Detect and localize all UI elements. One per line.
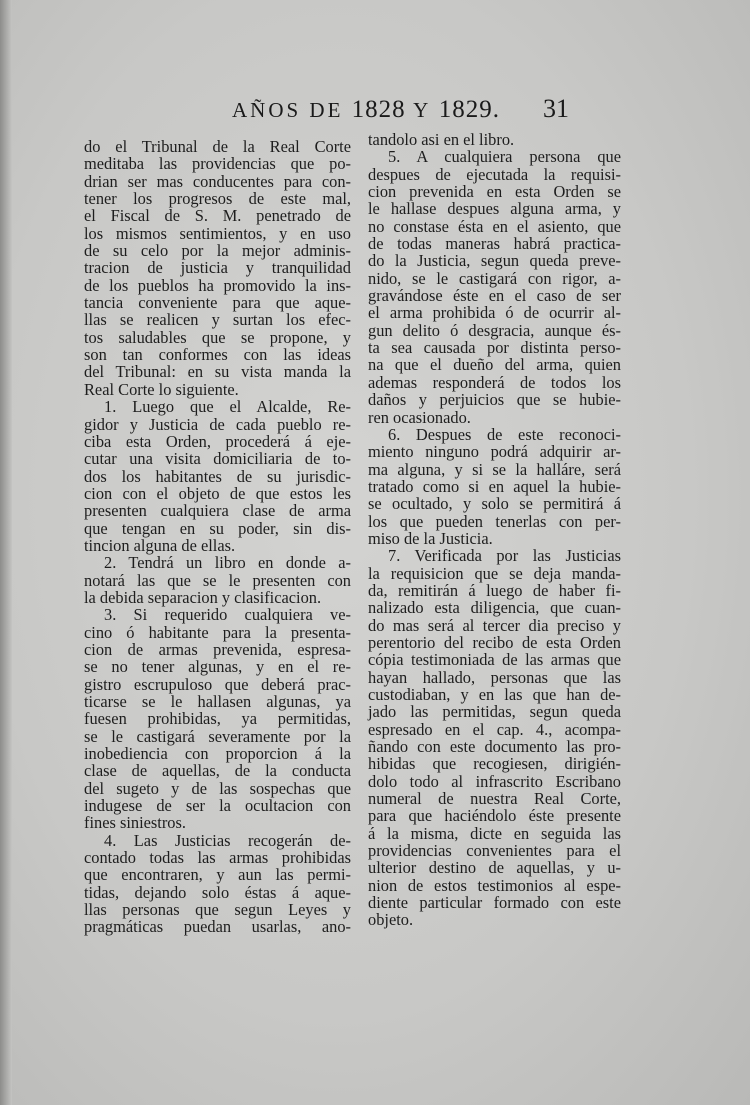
text-line: del Tribunal: en su vista manda la [84, 362, 351, 382]
text-line: objeto. [368, 910, 414, 930]
text-line: inobediencia con proporcion á la [84, 744, 351, 764]
left-text-column [84, 138, 351, 936]
text-line: cino ó habitante para la presenta- [84, 622, 351, 642]
text-line: tracion de justicia y tranquilidad [84, 258, 351, 278]
text-line: que tengan en su poder, sin dis- [84, 518, 351, 538]
text-line: ciba esta Orden, procederá á eje- [84, 431, 351, 451]
text-line: ren ocasionado. [368, 407, 471, 427]
text-line: 3. Si requerido cualquiera ve- [104, 605, 351, 625]
text-line: tener los progresos de este mal, [84, 189, 351, 209]
text-line: son tan conformes con las ideas [84, 345, 351, 365]
text-line: providencias convenientes para el [368, 841, 621, 861]
text-line: cópia testimoniada de las armas que [368, 650, 621, 670]
text-line: 5. A cualquiera persona que [388, 147, 621, 167]
text-line: ta sea causada por distinta perso- [368, 338, 621, 358]
text-line: gistro escrupuloso que deberá prac- [84, 674, 351, 694]
text-line: do mas será al tercer dia preciso y [368, 615, 621, 635]
text-line: para que haciéndolo éste presente [368, 806, 621, 826]
text-line: el arma prohibida ó de ocurrir al- [368, 303, 621, 323]
right-text-column [368, 131, 621, 929]
text-line: á la misma, dicte en seguida las [368, 823, 621, 843]
text-line: llas personas que segun Leyes y [84, 900, 351, 920]
text-line: nalizado esta diligencia, que cuan- [368, 598, 621, 618]
text-line: miento ninguno podrá adquirir ar- [368, 442, 621, 462]
text-line: custodiaban, y en las que han de- [368, 685, 621, 704]
text-line: el Fiscal de S. M. penetrado de [84, 206, 351, 226]
text-line: gun delito ó desgracia, aunque és- [368, 320, 621, 340]
text-line: ulterior destino de aquellas, y u- [368, 858, 621, 878]
page-edge-shadow [0, 0, 12, 1105]
text-line: hayan hallado, personas que las [368, 667, 621, 687]
text-line: tincion alguna de ellas. [84, 535, 236, 555]
text-line: indugese de ser la ocultacion con [84, 796, 351, 816]
text-line: 2. Tendrá un libro en donde a- [104, 553, 351, 573]
text-line: los mismos sentimientos, y en uso [84, 223, 351, 243]
header-conjunction: Y [413, 98, 431, 122]
text-line: tos saludables que se propone, y [84, 327, 351, 347]
text-line: ñando con este documento las pro- [368, 737, 621, 757]
text-line: hibidas que recogiesen, dirigién- [368, 754, 621, 774]
text-line: del sugeto y de las sospechas que [84, 778, 351, 798]
text-line: 4. Las Justicias recogerán de- [104, 830, 351, 850]
text-line: notará las que se le presenten con [84, 570, 351, 590]
text-line: dos los habitantes de su jurisdic- [84, 466, 351, 486]
text-line: miso de la Justicia. [368, 528, 493, 548]
text-line: 7. Verificada por las Justicias [388, 546, 621, 566]
text-line: de todas maneras habrá practica- [368, 234, 621, 254]
text-line: tandolo asi en el libro. [368, 130, 515, 149]
text-line: de su celo por la mejor adminis- [84, 241, 351, 261]
text-line: gidor y Justicia de cada pueblo re- [84, 414, 351, 434]
text-line: tancia conveniente para que aque- [84, 293, 351, 313]
text-line: cion de armas prevenida, espresa- [84, 639, 351, 659]
text-line: ademas responderá de todos los [368, 372, 621, 392]
text-line: da, remitirán á luego de haber fi- [368, 580, 621, 600]
text-line: daños y perjuicios que se hubie- [368, 390, 621, 410]
text-line: los que pueden tenerlas con per- [368, 511, 621, 531]
text-line: drian ser mas conducentes para con- [84, 171, 351, 191]
text-line: se no tener algunas, y en el re- [84, 657, 351, 677]
text-line: de los pueblos ha promovido la ins- [84, 275, 351, 295]
text-line: fuesen prohibidas, ya permitidas, [84, 709, 351, 729]
text-line: nido, se le castigará con rigor, a- [368, 268, 621, 288]
header-words: AÑOS DE [232, 98, 344, 122]
text-line: contado todas las armas prohibidas [84, 848, 351, 868]
text-line: gravándose éste en el caso de ser [368, 286, 621, 306]
text-line: llas se realicen y surtan los efec- [84, 310, 351, 330]
text-line: cutar una visita domiciliaria de to- [84, 449, 351, 469]
text-line: diente particular formado con este [368, 893, 621, 913]
text-line: meditaba las providencias que po- [84, 154, 351, 174]
text-line: cion prevenida en esta Orden se [368, 182, 621, 202]
text-line: nion de estos testimonios al espe- [368, 875, 621, 895]
text-line: que encontraren, y aun las permi- [84, 865, 351, 885]
text-line: fines siniestros. [84, 813, 186, 833]
text-line: do el Tribunal de la Real Corte [84, 137, 351, 156]
text-line: ticarse se le hallasen algunas, ya [84, 692, 351, 711]
text-line: tidas, dejando solo éstas á aque- [84, 882, 351, 902]
header-year-1: 1828 [351, 96, 406, 123]
text-line: 6. Despues de este reconoci- [388, 424, 621, 444]
header-year-2: 1829. [438, 96, 501, 123]
text-line: espresado en el cap. 4., acompa- [368, 719, 621, 739]
text-line: se le castigará severamente por la [84, 726, 351, 746]
text-line: se ocultado, y solo se permitirá á [368, 494, 621, 514]
text-line: despues de ejecutada la requisi- [368, 164, 621, 184]
text-line: presenten cualquiera clase de arma [84, 501, 351, 521]
page-number: 31 [543, 94, 569, 123]
text-line: 1. Luego que el Alcalde, Re- [104, 397, 351, 417]
text-line: tratado como si en aquel la hubie- [368, 476, 621, 496]
text-line: pragmáticas puedan usarlas, ano- [84, 917, 351, 937]
text-line: jado las permitidas, segun queda [368, 702, 621, 722]
text-line: cion con el objeto de que estos les [84, 483, 351, 503]
text-line: numeral de nuestra Real Corte, [368, 789, 621, 809]
text-line: no constase ésta en el asiento, que [368, 216, 621, 236]
text-line: do la Justicia, segun queda preve- [368, 251, 621, 271]
text-line: na que el dueño del arma, quien [368, 355, 621, 375]
text-line: le hallase despues alguna arma, y [368, 199, 621, 219]
text-line: Real Corte lo siguiente. [84, 379, 239, 399]
text-line: perentorio del recibo de esta Orden [368, 632, 621, 652]
running-header [232, 96, 500, 124]
text-line: la debida separacion y clasificacion. [84, 587, 322, 607]
text-line: la requisicion que se deja manda- [368, 563, 621, 583]
text-line: clase de aquellas, de la conducta [84, 761, 351, 781]
text-line: dolo todo al infrascrito Escribano [368, 771, 621, 791]
text-line: ma alguna, y si se la halláre, será [368, 459, 621, 479]
